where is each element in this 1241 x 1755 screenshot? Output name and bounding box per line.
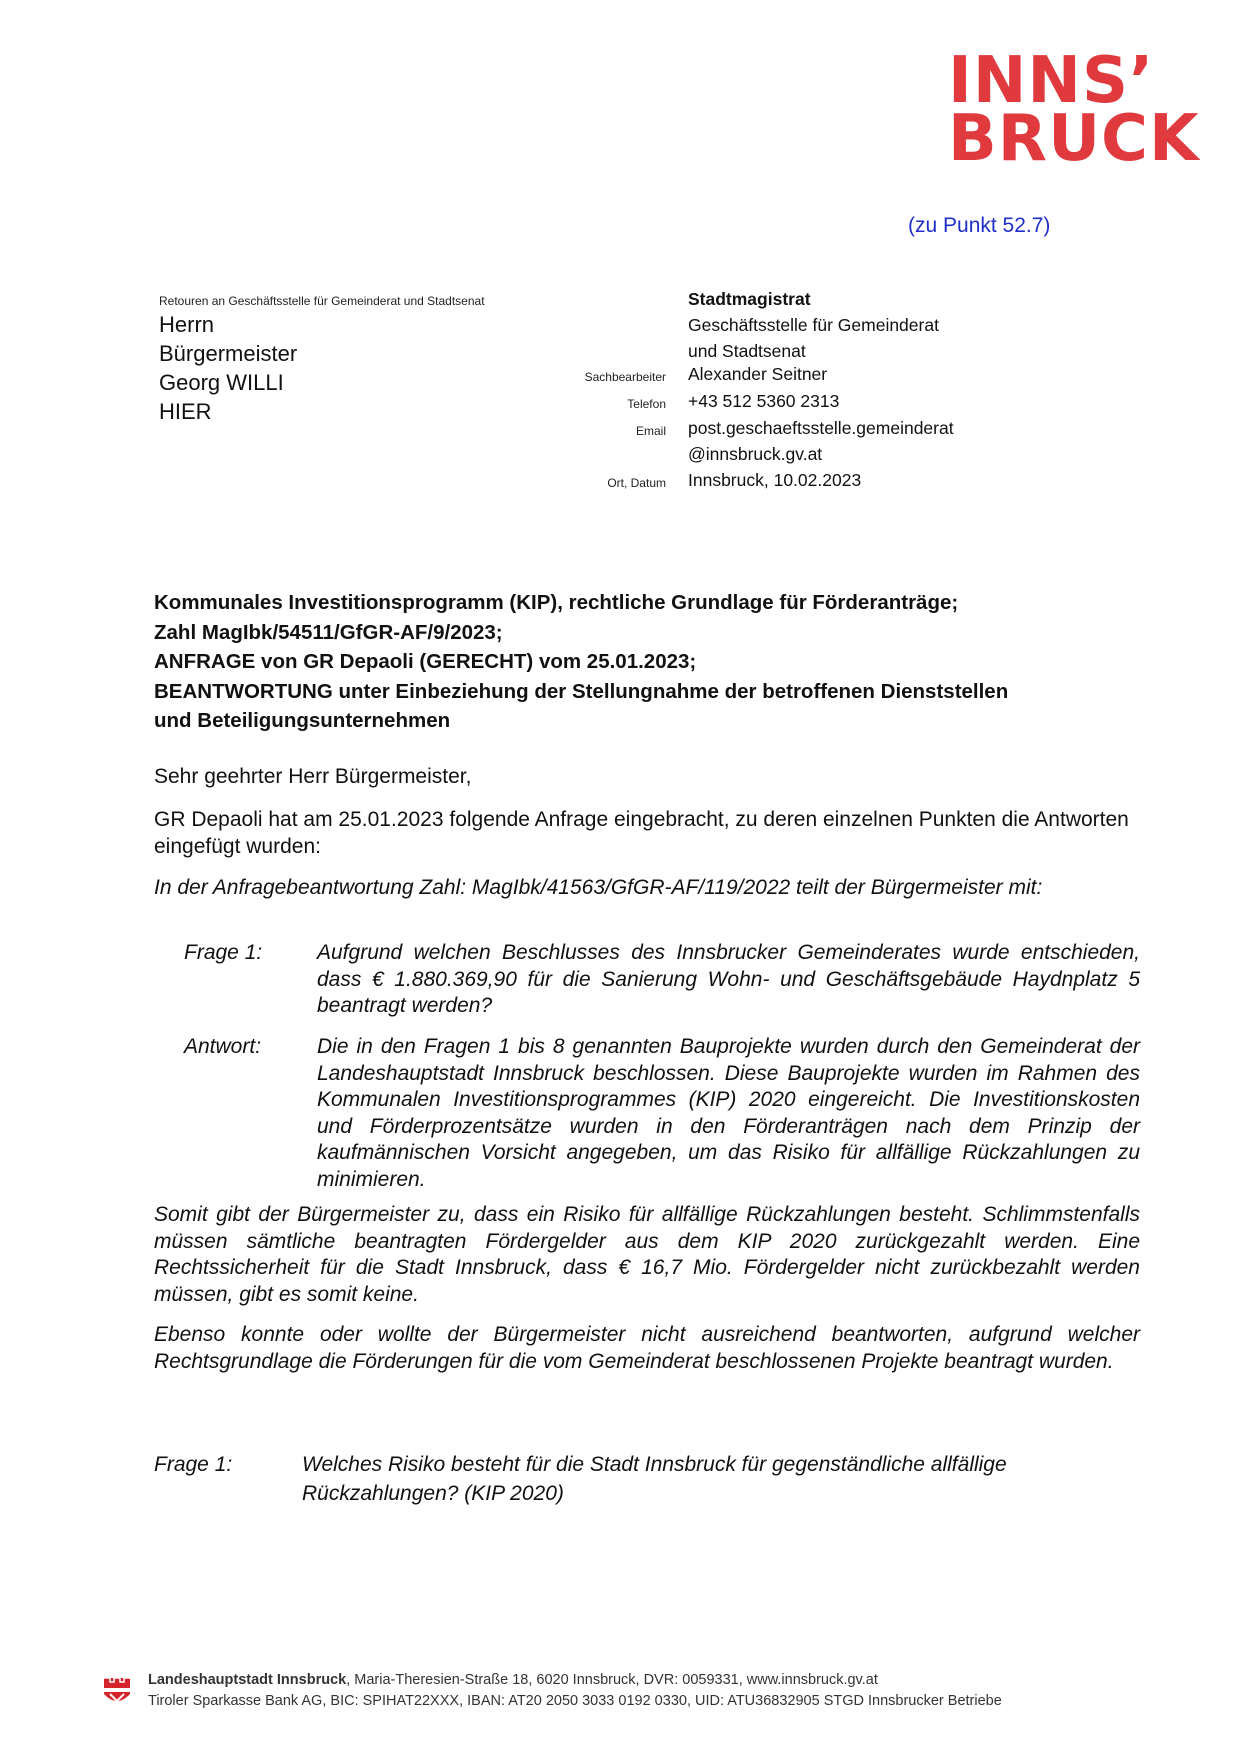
logo-line-2: BRUCK (948, 102, 1200, 176)
addressee-line: Georg WILLI (159, 370, 284, 395)
agenda-point: (zu Punkt 52.7) (908, 214, 1051, 237)
intro-paragraph: GR Depaoli hat am 25.01.2023 folgende Anfrage eingebracht, zu deren einzelnen Punkten die Antworten eingefügt wurden: (154, 808, 1129, 858)
sender-label: Telefon (627, 397, 666, 411)
sender-label: Sachbearbeiter (584, 370, 666, 384)
sender-row-email (0, 418, 1241, 444)
addressee-line: HIER (159, 399, 212, 424)
footer-line-1 (148, 1672, 878, 1688)
sender-row-phone (0, 391, 1241, 417)
return-address: Retouren an Geschäftsstelle für Gemeinderat und Stadtsenat (159, 294, 485, 308)
innsbruck-logo (948, 44, 1200, 176)
sender-organisation (688, 286, 939, 364)
sender-org-name: Stadtmagistrat (688, 289, 811, 309)
footer (102, 1672, 1142, 1714)
sender-row-clerk (0, 364, 1241, 390)
question-1-text: Welches Risiko besteht für die Stadt Innsbruck für gegenständliche allfällige Rückzahlungen? (KIP 2020) (302, 1453, 1007, 1505)
footer-line-2: Tiroler Sparkasse Bank AG, BIC: SPIHAT22XXX, IBAN: AT20 2050 3033 0192 0330, UID: ATU36832905 STGD Innsbrucker Betriebe (148, 1693, 1002, 1709)
question-1-label: Frage 1: (154, 1453, 233, 1476)
addressee-line: Herrn (159, 312, 215, 337)
sender-label: Ort, Datum (607, 476, 666, 490)
subject-line: ANFRAGE von GR Depaoli (GERECHT) vom 25.01.2023; (154, 650, 697, 673)
subject-line: Kommunales Investitionsprogramm (KIP), rechtliche Grundlage für Förderanträge; (154, 591, 959, 614)
sender-value: +43 512 5360 2313 (688, 391, 840, 411)
subject-block (154, 588, 1114, 736)
paragraph-somit: Somit gibt der Bürgermeister zu, dass ein Risiko für allfällige Rückzahlungen besteht. Schlimmstenfalls müssen sämtliche beantragten Fördergelder aus dem KIP 2020 zurückgezahlt werden. Eine Rechtssicherheit für die Stadt Innsbruck, dass € 16,7 Mio. Fördergelder nicht zurückbezahlt werden müssen, gibt es somit keine. (154, 1203, 1140, 1306)
quoted-answer-label: Antwort: (184, 1035, 262, 1058)
footer-address: , Maria-Theresien-Straße 18, 6020 Innsbruck, DVR: 0059331, www.innsbruck.gv.at (346, 1672, 878, 1688)
sender-row-email-domain (0, 444, 1241, 470)
subject-line: BEANTWORTUNG unter Einbeziehung der Stellungnahme der betroffenen Dienststellen (154, 679, 1009, 703)
salutation: Sehr geehrter Herr Bürgermeister, (154, 765, 472, 788)
addressee-line: Bürgermeister (159, 341, 298, 366)
quoted-answer-text: Die in den Fragen 1 bis 8 genannten Bauprojekte wurden durch den Gemeinderat der Landeshauptstadt Innsbruck beschlossen. Diese Bauprojekte wurden im Rahmen des Kommunalen Investitionsprogrammes (KIP) 2020 eingereicht. Die Investitionskosten und Förderprozentsätze wurden in den Förderanträgen nach dem Prinzip der kaufmännischen Vorsicht angegeben, um das Risiko für allfällige Rückzahlungen zu minimieren. (317, 1035, 1140, 1191)
sender-dept-line: und Stadtsenat (688, 341, 806, 361)
quoted-question-text: Aufgrund welchen Beschlusses des Innsbrucker Gemeinderates wurde entschieden, dass € 1.880.369,90 für die Sanierung Wohn- und Geschäftsgebäude Haydnplatz 5 beantragt werden? (317, 941, 1140, 1017)
subject-line: Zahl MagIbk/54511/GfGR-AF/9/2023; (154, 620, 503, 644)
sender-value: post.geschaeftsstelle.gemeinderat (688, 418, 954, 438)
quote-intro: In der Anfragebeantwortung Zahl: MagIbk/41563/GfGR-AF/119/2022 teilt der Bürgermeister mit: (154, 876, 1043, 899)
sender-value: Innsbruck, 10.02.2023 (688, 470, 862, 490)
sender-value: Alexander Seitner (688, 364, 828, 384)
sender-dept-line: Geschäftsstelle für Gemeinderat (688, 315, 939, 335)
footer-city-name: Landeshauptstadt Innsbruck (148, 1672, 347, 1688)
sender-row-place-date (0, 470, 1241, 496)
sender-value: @innsbruck.gv.at (688, 444, 823, 464)
city-crest-icon (102, 1674, 132, 1710)
logo-line-1: INNS’ (948, 44, 1155, 118)
subject-line: und Beteiligungsunternehmen (154, 709, 451, 732)
paragraph-ebenso: Ebenso konnte oder wollte der Bürgermeister nicht ausreichend beantworten, aufgrund welcher Rechtsgrundlage die Förderungen für die vom Gemeinderat beschlossenen Projekte beantragt wurden. (154, 1323, 1140, 1373)
quoted-question-label: Frage 1: (184, 941, 263, 964)
sender-label: Email (635, 424, 666, 438)
